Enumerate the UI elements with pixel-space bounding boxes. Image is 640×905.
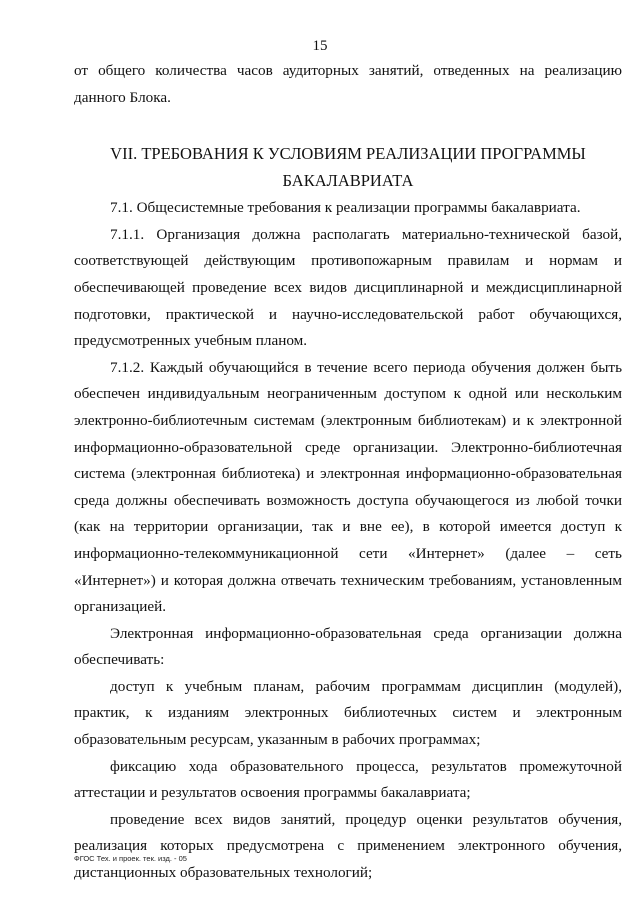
section-heading: VII. ТРЕБОВАНИЯ К УСЛОВИЯМ РЕАЛИЗАЦИИ ПРОГРАММЫ БАКАЛАВРИАТА <box>110 144 586 191</box>
document-body <box>74 58 622 887</box>
paragraph-eios-intro: Электронная информационно-образовательная среда организации должна обеспечивать: <box>74 624 622 669</box>
footer-note: ФГОС Тех. и проек. тек. изд. - 05 <box>74 854 187 863</box>
page-number: 15 <box>312 38 328 54</box>
list-item-conduct: проведение всех видов занятий, процедур оценки результатов обучения, реализация которых предусмотрена с применением электронного обучения, дистанционных образовательных технологий; <box>74 810 622 882</box>
paragraph-continuation: от общего количества часов аудиторных занятий, отведенных на реализацию данного Блока. <box>74 62 622 106</box>
list-item-fixation: фиксацию хода образовательного процесса, результатов промежуточной аттестации и результатов освоения программы бакалавриата; <box>74 757 622 802</box>
subsection-heading: 7.1. Общесистемные требования к реализации программы бакалавриата. <box>110 199 581 217</box>
paragraph-7-1-1: 7.1.1. Организация должна располагать материально-технической базой, соответствующей действующим противопожарным правилам и нормам и обеспечивающей проведение всех видов дисциплинарной и междисциплинарной подготовки, практической и научно-исследовательской работ обучающихся, предусмотренных учебным планом. <box>74 225 622 350</box>
list-item-access: доступ к учебным планам, рабочим программам дисциплин (модулей), практик, к изданиям электронных библиотечных систем и электронным образовательным ресурсам, указанным в рабочих программах; <box>74 677 622 749</box>
paragraph-7-1-2: 7.1.2. Каждый обучающийся в течение всего периода обучения должен быть обеспечен индивидуальным неограниченным доступом к одной или нескольким электронно-библиотечным системам (электронным библиотекам) и к электронной информационно-образовательной среде организации. Электронно-библиотечная система (электронная библиотека) и электронная информационно-образовательная среда должны обеспечивать возможность доступа обучающегося из любой точки (как на территории организации, так и вне ее), в которой имеется доступ к информационно-телекоммуникационной сети «Интернет» (далее – сеть «Интернет») и которая должна отвечать техническим требованиям, установленным организацией. <box>74 358 622 616</box>
